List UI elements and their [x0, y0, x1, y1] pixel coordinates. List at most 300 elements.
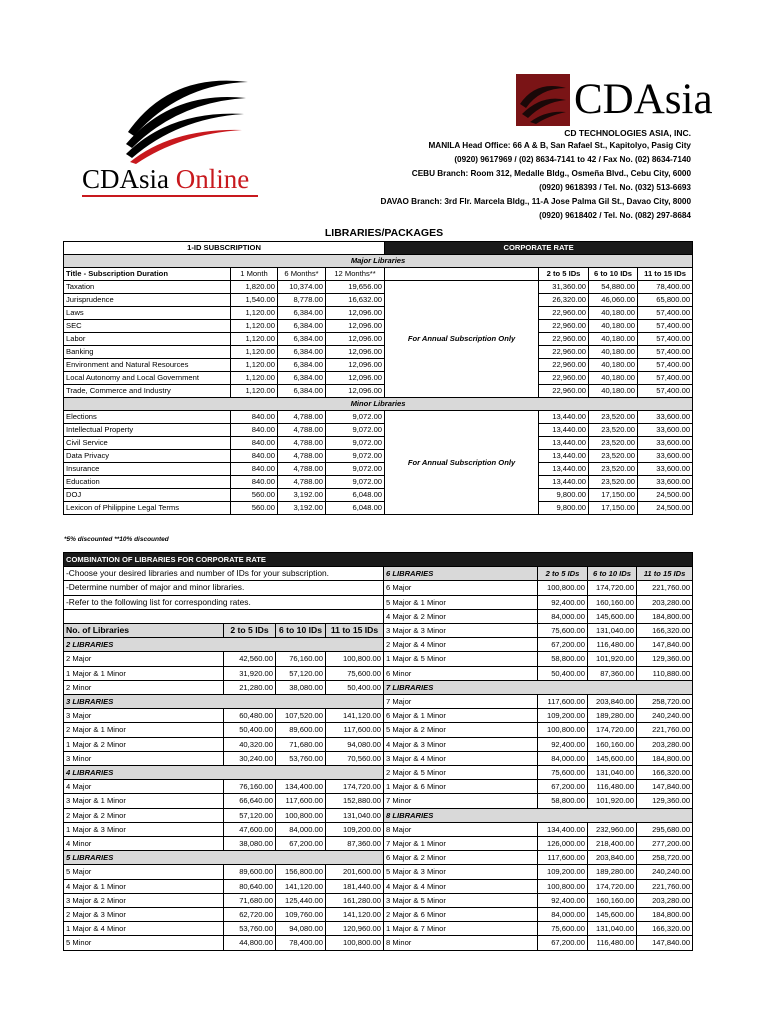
combination-label: 2 Major & 6 Minor: [384, 908, 538, 922]
price-cell: 12,096.00: [326, 320, 385, 333]
price-cell: 40,180.00: [589, 372, 638, 385]
logo-wordmark: [82, 164, 249, 195]
price-cell: 58,800.00: [538, 794, 588, 808]
price-cell: 12,096.00: [326, 307, 385, 320]
price-cell: 22,960.00: [539, 385, 589, 398]
price-cell: 3,192.00: [278, 489, 326, 502]
page-title: LIBRARIES/PACKAGES: [324, 227, 444, 239]
cdasia-wordmark: CDAsia: [574, 76, 713, 123]
price-cell: 23,520.00: [589, 411, 638, 424]
price-cell: 1,120.00: [231, 385, 278, 398]
price-cell: 50,400.00: [326, 680, 384, 694]
price-cell: 110,880.00: [637, 666, 693, 680]
price-cell: 203,840.00: [588, 851, 637, 865]
price-cell: 94,080.00: [326, 737, 384, 751]
price-cell: 6,384.00: [278, 333, 326, 346]
price-cell: 160,160.00: [588, 595, 637, 609]
library-row: [64, 294, 693, 307]
price-cell: 100,800.00: [538, 581, 588, 595]
combination-label: 6 Major: [384, 581, 538, 595]
price-cell: 33,600.00: [638, 476, 693, 489]
combination-label: 3 Minor: [64, 751, 224, 765]
library-row: [64, 424, 693, 437]
library-title: Taxation: [64, 281, 231, 294]
price-cell: 42,560.00: [224, 652, 276, 666]
logo-word-online: Online: [175, 164, 250, 194]
price-cell: 9,800.00: [539, 489, 589, 502]
combination-label: 8 Minor: [384, 936, 538, 950]
price-cell: 184,800.00: [637, 751, 693, 765]
price-cell: 174,720.00: [588, 879, 637, 893]
combination-label: 3 Major & 3 Minor: [384, 624, 538, 638]
column-header: 12 Months**: [326, 268, 385, 281]
combination-row: [64, 581, 693, 595]
address-line: (0920) 9618402 / Tel. No. (082) 297-8684: [539, 211, 691, 220]
library-title: Elections: [64, 411, 231, 424]
price-cell: 13,440.00: [539, 411, 589, 424]
cdasia-brand-logo: [516, 74, 713, 126]
price-cell: 53,760.00: [276, 751, 326, 765]
price-cell: 1,120.00: [231, 320, 278, 333]
price-cell: 1,120.00: [231, 346, 278, 359]
price-cell: 117,600.00: [326, 723, 384, 737]
instruction-text: -Refer to the following list for corresponding rates.: [64, 595, 384, 609]
price-cell: 160,160.00: [588, 737, 637, 751]
price-cell: 141,120.00: [326, 908, 384, 922]
column-header: No. of Libraries: [64, 624, 224, 638]
combination-label: 3 Major & 1 Minor: [64, 794, 224, 808]
combination-row: [64, 879, 693, 893]
library-title: Lexicon of Philippine Legal Terms: [64, 502, 231, 515]
price-cell: 40,180.00: [589, 359, 638, 372]
price-cell: 33,600.00: [638, 450, 693, 463]
price-cell: 156,800.00: [276, 865, 326, 879]
address-line: (0920) 9618393 / Tel. No. (032) 513-6693: [539, 183, 691, 192]
price-cell: 1,820.00: [231, 281, 278, 294]
libraries-table: [63, 241, 693, 515]
price-cell: 147,840.00: [637, 936, 693, 950]
column-header: 2 to 5 IDs: [538, 567, 588, 581]
price-cell: 22,960.00: [539, 320, 589, 333]
price-cell: 84,000.00: [538, 609, 588, 623]
blank-cell: [64, 609, 384, 623]
price-cell: 145,600.00: [588, 609, 637, 623]
price-cell: 6,384.00: [278, 346, 326, 359]
combination-row: [64, 723, 693, 737]
price-cell: 19,656.00: [326, 281, 385, 294]
price-cell: 107,520.00: [276, 709, 326, 723]
library-title: Jurisprudence: [64, 294, 231, 307]
price-cell: 9,800.00: [539, 502, 589, 515]
price-cell: 116,480.00: [588, 780, 637, 794]
section-label: 6 LIBRARIES: [384, 567, 538, 581]
combination-row: [64, 936, 693, 950]
library-title: DOJ: [64, 489, 231, 502]
price-cell: 89,600.00: [276, 723, 326, 737]
section-label: 8 LIBRARIES: [384, 808, 693, 822]
price-cell: 840.00: [231, 411, 278, 424]
price-cell: 94,080.00: [276, 922, 326, 936]
price-cell: 152,880.00: [326, 794, 384, 808]
price-cell: 6,384.00: [278, 372, 326, 385]
price-cell: 4,788.00: [278, 476, 326, 489]
combination-label: 5 Major & 1 Minor: [384, 595, 538, 609]
library-row: [64, 476, 693, 489]
combination-label: 1 Major & 4 Minor: [64, 922, 224, 936]
price-cell: 840.00: [231, 437, 278, 450]
price-cell: 26,320.00: [539, 294, 589, 307]
library-title: Education: [64, 476, 231, 489]
price-cell: 12,096.00: [326, 372, 385, 385]
library-title: Local Autonomy and Local Government: [64, 372, 231, 385]
address-line: MANILA Head Office: 66 A & B, San Rafael St., Kapitolyo, Pasig City: [428, 141, 691, 150]
price-cell: 1,120.00: [231, 307, 278, 320]
price-cell: 9,072.00: [326, 463, 385, 476]
price-cell: 46,060.00: [589, 294, 638, 307]
price-cell: 840.00: [231, 476, 278, 489]
combination-row: [64, 680, 693, 694]
combination-row: [64, 808, 693, 822]
library-row: [64, 463, 693, 476]
price-cell: 109,760.00: [276, 908, 326, 922]
library-title: SEC: [64, 320, 231, 333]
price-cell: 6,048.00: [326, 489, 385, 502]
combination-label: 5 Major & 2 Minor: [384, 723, 538, 737]
price-cell: 78,400.00: [638, 281, 693, 294]
price-cell: 100,800.00: [326, 936, 384, 950]
price-cell: 66,640.00: [224, 794, 276, 808]
price-cell: 131,040.00: [326, 808, 384, 822]
address-line: CEBU Branch: Room 312, Medalle Bldg., Osmeña Blvd., Cebu City, 6000: [411, 169, 691, 178]
price-cell: 47,600.00: [224, 822, 276, 836]
combination-label: 4 Major & 3 Minor: [384, 737, 538, 751]
combination-header: COMBINATION OF LIBRARIES FOR CORPORATE RATE: [64, 553, 693, 567]
price-cell: 117,600.00: [538, 851, 588, 865]
price-cell: 560.00: [231, 502, 278, 515]
price-cell: 840.00: [231, 424, 278, 437]
price-cell: 6,384.00: [278, 307, 326, 320]
section-row: [64, 255, 693, 268]
price-cell: 101,920.00: [588, 652, 637, 666]
combination-row: [64, 595, 693, 609]
library-row: [64, 307, 693, 320]
price-cell: 57,400.00: [638, 359, 693, 372]
price-cell: 125,440.00: [276, 893, 326, 907]
library-title: Trade, Commerce and Industry: [64, 385, 231, 398]
combination-label: 1 Major & 2 Minor: [64, 737, 224, 751]
combination-row: [64, 638, 693, 652]
price-cell: 166,320.00: [637, 624, 693, 638]
combination-label: 4 Major & 2 Minor: [384, 609, 538, 623]
price-cell: 13,440.00: [539, 437, 589, 450]
price-cell: 67,200.00: [538, 936, 588, 950]
library-title: Banking: [64, 346, 231, 359]
price-cell: 92,400.00: [538, 737, 588, 751]
combination-row: [64, 751, 693, 765]
combination-row: [64, 865, 693, 879]
price-cell: 22,960.00: [539, 372, 589, 385]
price-cell: 40,180.00: [589, 320, 638, 333]
combination-row: [64, 822, 693, 836]
price-cell: 17,150.00: [589, 502, 638, 515]
price-cell: 57,400.00: [638, 307, 693, 320]
price-cell: 92,400.00: [538, 893, 588, 907]
price-cell: 54,880.00: [589, 281, 638, 294]
combination-label: 4 Major: [64, 780, 224, 794]
library-title: Environment and Natural Resources: [64, 359, 231, 372]
column-header-row: [64, 268, 693, 281]
price-cell: 100,800.00: [538, 879, 588, 893]
cdasia-mark-icon: [516, 74, 570, 126]
price-cell: 134,400.00: [276, 780, 326, 794]
price-cell: 31,920.00: [224, 666, 276, 680]
price-cell: 22,960.00: [539, 307, 589, 320]
price-cell: 218,400.00: [588, 837, 637, 851]
price-cell: 166,320.00: [637, 922, 693, 936]
column-header: 2 to 5 IDs: [539, 268, 589, 281]
library-row: [64, 502, 693, 515]
combination-label: 2 Minor: [64, 680, 224, 694]
price-cell: 57,400.00: [638, 320, 693, 333]
price-cell: 33,600.00: [638, 463, 693, 476]
company-name: CD TECHNOLOGIES ASIA, INC.: [564, 128, 691, 138]
price-cell: 1,540.00: [231, 294, 278, 307]
price-cell: 75,600.00: [538, 624, 588, 638]
combination-label: 6 Major & 2 Minor: [384, 851, 538, 865]
column-header: 11 to 15 IDs: [638, 268, 693, 281]
price-cell: 221,760.00: [637, 879, 693, 893]
price-cell: 174,720.00: [326, 780, 384, 794]
blank-cell: [385, 268, 539, 281]
column-header: 2 to 5 IDs: [224, 624, 276, 638]
price-cell: 71,680.00: [276, 737, 326, 751]
price-cell: 76,160.00: [276, 652, 326, 666]
combination-label: 3 Major: [64, 709, 224, 723]
combination-label: 2 Major & 4 Minor: [384, 638, 538, 652]
price-cell: 9,072.00: [326, 424, 385, 437]
combination-row: [64, 893, 693, 907]
combination-row: [64, 794, 693, 808]
price-cell: 75,600.00: [538, 766, 588, 780]
price-cell: 40,180.00: [589, 307, 638, 320]
combination-row: [64, 737, 693, 751]
combination-row: [64, 666, 693, 680]
table-header-row: [64, 242, 693, 255]
library-title: Insurance: [64, 463, 231, 476]
price-cell: 13,440.00: [539, 424, 589, 437]
price-cell: 203,840.00: [588, 695, 637, 709]
combination-label: 7 Major & 1 Minor: [384, 837, 538, 851]
instruction-text: -Determine number of major and minor libraries.: [64, 581, 384, 595]
price-cell: 13,440.00: [539, 450, 589, 463]
price-cell: 16,632.00: [326, 294, 385, 307]
price-cell: 100,800.00: [538, 723, 588, 737]
combination-label: 4 Minor: [64, 837, 224, 851]
price-cell: 6,384.00: [278, 320, 326, 333]
price-cell: 141,120.00: [326, 709, 384, 723]
price-cell: 84,000.00: [276, 822, 326, 836]
price-cell: 184,800.00: [637, 908, 693, 922]
combination-label: 1 Major & 5 Minor: [384, 652, 538, 666]
price-cell: 21,280.00: [224, 680, 276, 694]
price-cell: 23,520.00: [589, 437, 638, 450]
price-cell: 9,072.00: [326, 437, 385, 450]
library-row: [64, 450, 693, 463]
column-header: 6 to 10 IDs: [588, 567, 637, 581]
combination-label: 2 Major & 2 Minor: [64, 808, 224, 822]
price-cell: 22,960.00: [539, 359, 589, 372]
price-cell: 161,280.00: [326, 893, 384, 907]
section-label: 2 LIBRARIES: [64, 638, 384, 652]
price-cell: 6,384.00: [278, 385, 326, 398]
logo-underline: [82, 195, 258, 197]
price-cell: 50,400.00: [224, 723, 276, 737]
price-cell: 840.00: [231, 463, 278, 476]
combination-row: [64, 567, 693, 581]
combination-label: 1 Major & 6 Minor: [384, 780, 538, 794]
price-cell: 9,072.00: [326, 476, 385, 489]
price-cell: 70,560.00: [326, 751, 384, 765]
combination-label: 2 Major: [64, 652, 224, 666]
combination-row: [64, 851, 693, 865]
combination-table: [63, 552, 693, 951]
column-header: Title - Subscription Duration: [64, 268, 231, 281]
combination-label: 6 Minor: [384, 666, 538, 680]
price-cell: 232,960.00: [588, 822, 637, 836]
combination-row: [64, 780, 693, 794]
library-title: Laws: [64, 307, 231, 320]
price-cell: 57,400.00: [638, 333, 693, 346]
price-cell: 22,960.00: [539, 346, 589, 359]
combination-label: 1 Major & 3 Minor: [64, 822, 224, 836]
price-cell: 67,200.00: [538, 638, 588, 652]
price-cell: 12,096.00: [326, 346, 385, 359]
combination-label: 5 Minor: [64, 936, 224, 950]
price-cell: 4,788.00: [278, 437, 326, 450]
column-header: 11 to 15 IDs: [326, 624, 384, 638]
price-cell: 23,520.00: [589, 463, 638, 476]
price-cell: 221,760.00: [637, 723, 693, 737]
price-cell: 6,384.00: [278, 359, 326, 372]
column-header: 1 Month: [231, 268, 278, 281]
price-cell: 6,048.00: [326, 502, 385, 515]
column-header: 6 Months*: [278, 268, 326, 281]
price-cell: 201,600.00: [326, 865, 384, 879]
price-cell: 12,096.00: [326, 359, 385, 372]
price-cell: 120,960.00: [326, 922, 384, 936]
combination-label: 8 Major: [384, 822, 538, 836]
combination-label: 4 Major & 1 Minor: [64, 879, 224, 893]
table-header-row: [64, 553, 693, 567]
combination-row: [64, 709, 693, 723]
price-cell: 50,400.00: [538, 666, 588, 680]
combination-row: [64, 766, 693, 780]
price-cell: 67,200.00: [538, 780, 588, 794]
price-cell: 8,778.00: [278, 294, 326, 307]
price-cell: 71,680.00: [224, 893, 276, 907]
combination-row: [64, 624, 693, 638]
combination-label: 2 Major & 3 Minor: [64, 908, 224, 922]
price-cell: 24,500.00: [638, 489, 693, 502]
price-cell: 76,160.00: [224, 780, 276, 794]
price-cell: 174,720.00: [588, 723, 637, 737]
price-cell: 174,720.00: [588, 581, 637, 595]
price-cell: 87,360.00: [588, 666, 637, 680]
price-cell: 101,920.00: [588, 794, 637, 808]
price-cell: 13,440.00: [539, 476, 589, 489]
price-cell: 4,788.00: [278, 424, 326, 437]
price-cell: 57,400.00: [638, 385, 693, 398]
annual-only-note: For Annual Subscription Only: [385, 411, 539, 515]
price-cell: 203,280.00: [637, 595, 693, 609]
combination-row: [64, 695, 693, 709]
price-cell: 129,360.00: [637, 794, 693, 808]
price-cell: 4,788.00: [278, 463, 326, 476]
price-cell: 134,400.00: [538, 822, 588, 836]
price-cell: 12,096.00: [326, 385, 385, 398]
library-title: Civil Service: [64, 437, 231, 450]
price-cell: 67,200.00: [276, 837, 326, 851]
price-cell: 840.00: [231, 450, 278, 463]
library-row: [64, 437, 693, 450]
price-cell: 203,280.00: [637, 893, 693, 907]
library-row: [64, 333, 693, 346]
column-header: 11 to 15 IDs: [637, 567, 693, 581]
combination-row: [64, 609, 693, 623]
price-cell: 33,600.00: [638, 411, 693, 424]
price-cell: 9,072.00: [326, 411, 385, 424]
combination-row: [64, 837, 693, 851]
price-cell: 38,080.00: [224, 837, 276, 851]
price-cell: 126,000.00: [538, 837, 588, 851]
section-row: [64, 398, 693, 411]
swoosh-logo-icon: [120, 72, 250, 164]
combination-row: [64, 908, 693, 922]
combination-label: 7 Minor: [384, 794, 538, 808]
price-cell: 57,120.00: [276, 666, 326, 680]
price-cell: 147,840.00: [637, 780, 693, 794]
discount-footnote: *5% discounted **10% discounted: [64, 536, 169, 543]
price-cell: 1,120.00: [231, 359, 278, 372]
price-cell: 23,520.00: [589, 424, 638, 437]
price-cell: 116,480.00: [588, 638, 637, 652]
price-cell: 44,800.00: [224, 936, 276, 950]
combination-label: 4 Major & 4 Minor: [384, 879, 538, 893]
price-cell: 87,360.00: [326, 837, 384, 851]
price-cell: 221,760.00: [637, 581, 693, 595]
combination-label: 7 Major: [384, 695, 538, 709]
price-cell: 4,788.00: [278, 450, 326, 463]
price-cell: 240,240.00: [637, 865, 693, 879]
price-cell: 78,400.00: [276, 936, 326, 950]
address-line: DAVAO Branch: 3rd Flr. Marcela Bldg., 11-A Jose Palma Gil St., Davao City, 8000: [380, 197, 691, 206]
column-header: 6 to 10 IDs: [276, 624, 326, 638]
price-cell: 240,240.00: [637, 709, 693, 723]
price-cell: 84,000.00: [538, 908, 588, 922]
minor-libraries-label: Minor Libraries: [64, 398, 693, 411]
price-cell: 189,280.00: [588, 865, 637, 879]
price-cell: 117,600.00: [276, 794, 326, 808]
price-cell: 38,080.00: [276, 680, 326, 694]
price-cell: 100,800.00: [326, 652, 384, 666]
price-cell: 560.00: [231, 489, 278, 502]
price-cell: 89,600.00: [224, 865, 276, 879]
corporate-rate-header: CORPORATE RATE: [385, 242, 693, 255]
price-cell: 57,400.00: [638, 346, 693, 359]
price-cell: 57,120.00: [224, 808, 276, 822]
price-cell: 92,400.00: [538, 595, 588, 609]
price-cell: 62,720.00: [224, 908, 276, 922]
